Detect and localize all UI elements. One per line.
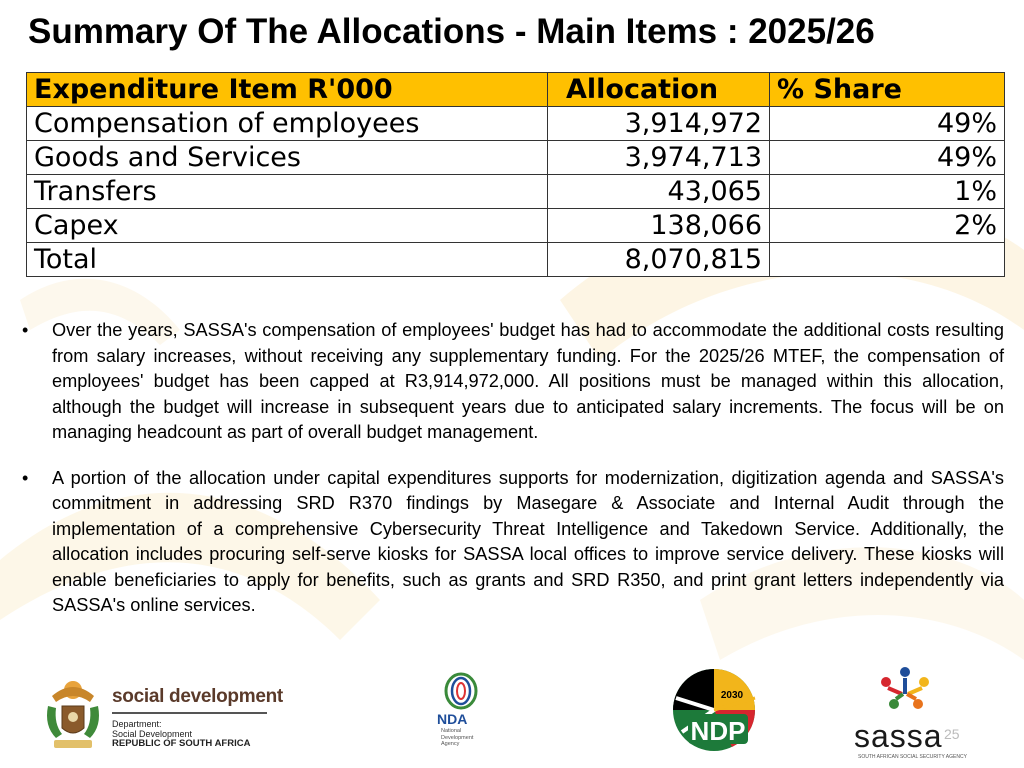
bullet-item [22, 318, 1004, 446]
nda-name: NDA [437, 711, 468, 727]
bullet-symbol: • [22, 320, 29, 340]
dsd-line1: Department: [112, 719, 162, 729]
bullet-item [22, 466, 1004, 619]
header-share: % Share [770, 73, 1005, 107]
ndp-year: 2030 [720, 690, 744, 701]
row-allocation: 3,974,713 [548, 141, 770, 175]
nda-line2: Development [441, 734, 474, 741]
row-allocation: 43,065 [548, 175, 770, 209]
bullet-symbol: • [22, 467, 29, 488]
dsd-divider [112, 712, 267, 714]
table-row [27, 141, 1005, 175]
row-item: Goods and Services [27, 141, 548, 175]
dsd-logo-text [112, 686, 283, 749]
sassa-name: sassa [854, 718, 943, 754]
row-item: Compensation of employees [27, 107, 548, 141]
row-allocation: 3,914,972 [548, 107, 770, 141]
row-item: Transfers [27, 175, 548, 209]
bullet-text: A portion of the allocation under capital expenditures supports for modernization, digitization agenda and SASSA's commitment in addressing SRD R370 findings by Masegare & Associate and Internal Audit through the implementation of a comprehensive Cybersecurity Threat Intelligence and Takedown Service. Additionally, the allocation includes procuring self-serve kiosks for SASSA local offices to improve service delivery. These kiosks will enable beneficiaries to apply for benefits, such as grants and SRD R350, and print grant letters independently via SASSA's online services. [52, 467, 1004, 615]
nda-emblem-icon [440, 672, 482, 710]
header-allocation: Allocation [548, 73, 770, 107]
page-number: 25 [944, 726, 960, 742]
row-share: 2% [770, 209, 1005, 243]
dsd-line3: REPUBLIC OF SOUTH AFRICA [112, 738, 251, 749]
row-share: 1% [770, 175, 1005, 209]
row-share: 49% [770, 141, 1005, 175]
bullet-list [22, 318, 1004, 639]
table-row [27, 209, 1005, 243]
table-row [27, 107, 1005, 141]
sassa-people-icon [874, 664, 936, 718]
table-row [27, 175, 1005, 209]
row-share [770, 243, 1005, 277]
nda-subtitle [441, 728, 481, 748]
coat-of-arms-icon [42, 676, 104, 752]
row-allocation: 138,066 [548, 209, 770, 243]
table-row-total [27, 243, 1005, 277]
row-item: Total [27, 243, 548, 277]
nda-line3: Agency [441, 741, 460, 747]
slide-title: Summary Of The Allocations - Main Items : 2025/26 [28, 12, 875, 51]
allocations-table [26, 72, 1005, 277]
row-allocation: 8,070,815 [548, 243, 770, 277]
table-header-row [27, 73, 1005, 107]
row-item: Capex [27, 209, 548, 243]
header-expenditure-item: Expenditure Item R'000 [27, 73, 548, 107]
ndp-name: NDP [690, 716, 746, 746]
dsd-line2: Social Development [112, 729, 193, 739]
sassa-tagline: SOUTH AFRICAN SOCIAL SECURITY AGENCY [858, 754, 967, 760]
bullet-text: Over the years, SASSA's compensation of employees' budget has had to accommodate the additional costs resulting from salary increases, without receiving any supplementary funding. For the 2025/26 MTEF, the compensation of employees' budget has been capped at R3,914,972,000. All positions must be managed within this allocation, although the budget will increase in subsequent years due to anticipated salary increments. The focus will be on managing headcount as part of overall budget management. [52, 320, 1004, 442]
nda-line1: National [441, 728, 462, 734]
row-share: 49% [770, 107, 1005, 141]
ndp-2030-logo-icon [672, 668, 756, 752]
dsd-name: social development [112, 686, 283, 707]
